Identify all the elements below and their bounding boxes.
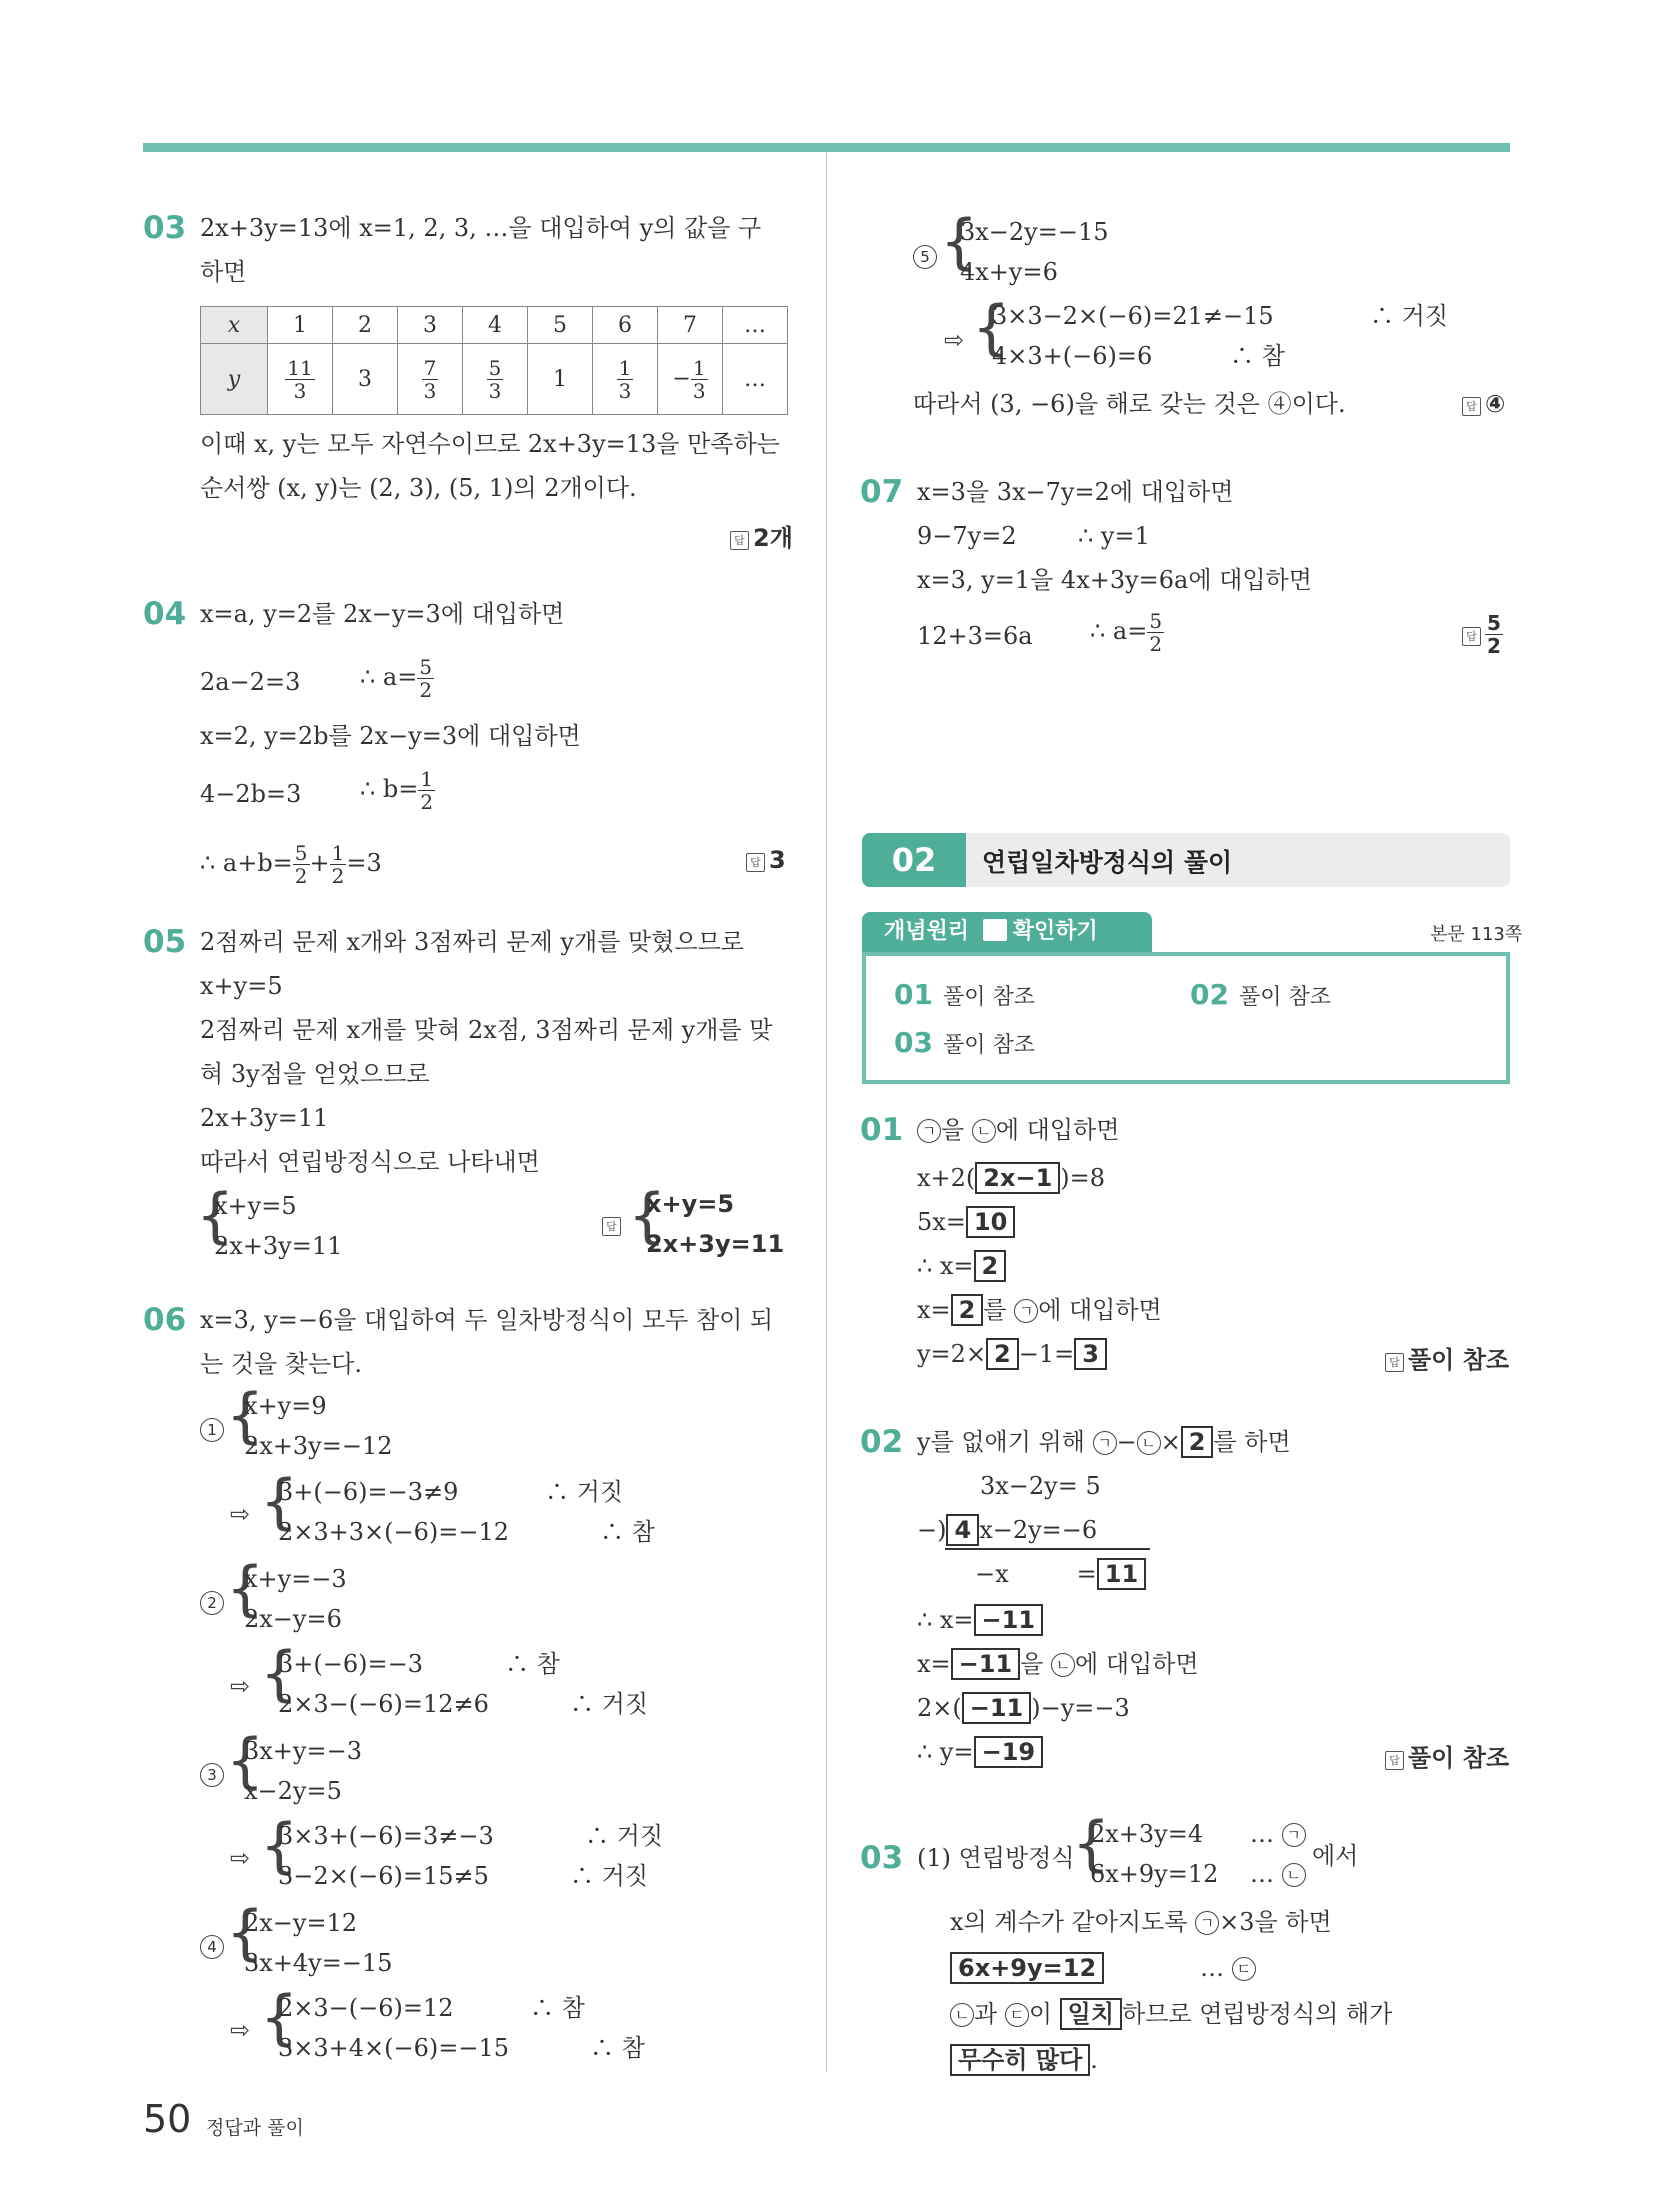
text: 를	[983, 1296, 1007, 1324]
circled-number: 4	[200, 1935, 224, 1959]
brace-icon: {	[196, 1181, 235, 1251]
equation: 3x+4y=−15	[244, 1949, 393, 1977]
therefore-text: ∴ a=	[360, 663, 418, 691]
arrow-right-icon: ⇨	[230, 1844, 251, 1872]
arrow-right-icon: ⇨	[230, 1500, 251, 1528]
math-text: ×	[1160, 1428, 1181, 1456]
text: 를 하면	[1213, 1428, 1291, 1456]
text: 을	[941, 1116, 965, 1144]
text-line: ∴ y=1	[1078, 522, 1150, 550]
numerator: 5	[419, 655, 433, 679]
text-line	[917, 1736, 1043, 1768]
circled-number: 5	[913, 245, 937, 269]
denominator: 2	[419, 678, 433, 702]
answer-value: x+y=5	[646, 1190, 735, 1218]
text-line: 는 것을 찾는다.	[200, 1350, 362, 1378]
text-line	[917, 1338, 1107, 1370]
text: 에 대입하면	[1075, 1650, 1199, 1678]
fraction	[417, 656, 434, 701]
answer	[730, 518, 793, 553]
numerator: 1	[331, 841, 345, 865]
text-line: 순서쌍 (x, y)는 (2, 3), (5, 1)의 2개이다.	[200, 474, 637, 502]
answer-value: 풀이 참조	[1408, 1346, 1510, 1374]
table-cell: 1	[268, 307, 333, 344]
numerator: 5	[1487, 611, 1501, 635]
brace-icon: {	[1072, 1809, 1111, 1879]
brace-icon: {	[226, 1898, 265, 1968]
math-text: 5x=	[917, 1208, 966, 1236]
table-cell	[658, 344, 723, 415]
answer-box: −11	[951, 1648, 1021, 1680]
text-line	[917, 1114, 1119, 1146]
result-text: ∴ 참	[590, 2034, 645, 2062]
text-line: 따라서 연립방정식으로 나타내면	[200, 1148, 540, 1176]
math-text: x=	[917, 1650, 951, 1678]
text-line: 2x+3y=13에 x=1, 2, 3, …을 대입하여 y의 값을 구	[200, 214, 762, 242]
text-line: 따라서 (3, −6)을 해로 갖는 것은 ④이다.	[913, 390, 1346, 418]
text-line: 에서	[1312, 1842, 1359, 1870]
table-cell: …	[723, 344, 788, 415]
text: 과	[974, 2000, 998, 2028]
text-line: 2점짜리 문제 x개를 맞혀 2x점, 3점짜리 문제 y개를 맞	[200, 1016, 773, 1044]
text-line: x=a, y=2를 2x−y=3에 대입하면	[200, 600, 565, 628]
numerator: 5	[1149, 609, 1163, 633]
answer-box: 2	[986, 1338, 1019, 1370]
brace-icon: {	[972, 293, 1011, 363]
result-text: ∴ 참	[530, 1994, 585, 2022]
y-row	[201, 344, 788, 415]
text-line: x=3을 3x−7y=2에 대입하면	[917, 478, 1234, 506]
result-text: ∴ 거짓	[570, 1690, 648, 1718]
text-line	[917, 1648, 1199, 1680]
text-line: x=3, y=−6을 대입하여 두 일차방정식이 모두 참이 되	[200, 1306, 774, 1334]
denominator: 3	[692, 378, 706, 403]
top-rule	[143, 143, 1510, 152]
text-line: 이때 x, y는 모두 자연수이므로 2x+3y=13을 만족하는	[200, 430, 780, 458]
concept-tab	[862, 912, 1152, 952]
answer-box: 2	[951, 1294, 984, 1326]
circled-number: 1	[200, 1418, 224, 1442]
brace-icon: {	[260, 1811, 299, 1881]
marker	[1250, 1858, 1306, 1890]
circled-label: ㄱ	[1014, 1299, 1038, 1323]
circled-label: ㄷ	[1232, 1957, 1256, 1981]
answer-badge-icon: 답	[1462, 627, 1481, 646]
answer-box: 3	[1074, 1338, 1107, 1370]
problem-number: 01	[860, 1112, 904, 1148]
footer-label: 정답과 풀이	[206, 2117, 304, 2139]
answer-badge	[602, 1210, 625, 1238]
answer-badge-icon: 답	[746, 853, 765, 872]
concept-tab-label: 확인하기	[1012, 919, 1098, 944]
answer-value: 2x+3y=11	[646, 1230, 785, 1258]
check-line: 3×3−2×(−6)=21≠−15	[992, 302, 1274, 330]
table-cell: 5	[528, 307, 593, 344]
answer-badge-icon: 답	[602, 1217, 621, 1236]
answer	[1385, 1340, 1509, 1375]
equation: x+y=5	[214, 1192, 297, 1220]
text: .	[1090, 2046, 1098, 2074]
check-line: 3+(−6)=−3	[278, 1650, 423, 1678]
circled-label: ㄴ	[1282, 1863, 1306, 1887]
text-line	[200, 842, 382, 887]
numerator: 5	[294, 841, 308, 865]
fraction	[418, 768, 435, 813]
check-line: 3+(−6)=−3≠9	[278, 1478, 459, 1506]
concept-item	[894, 1026, 1035, 1059]
ellipsis: …	[1200, 1954, 1225, 1982]
answer	[1462, 612, 1503, 657]
y-head-cell: y	[201, 344, 268, 415]
result-text: ∴ 거짓	[585, 1822, 663, 1850]
table-cell: 1	[528, 344, 593, 415]
text-line	[950, 1906, 1332, 1938]
text-line: 9−7y=2	[917, 522, 1017, 550]
equation: 3x−2y=−15	[960, 218, 1109, 246]
math-text: 2×(	[917, 1694, 962, 1722]
equation: 2x−y=6	[244, 1605, 342, 1633]
brace-icon: {	[260, 1983, 299, 2053]
fraction	[1485, 612, 1503, 657]
item-number: 02	[1190, 978, 1229, 1011]
fraction	[691, 357, 708, 402]
item-number: 03	[894, 1026, 933, 1059]
circled-label: ㄴ	[1051, 1653, 1075, 1677]
math-text: −)	[917, 1516, 947, 1544]
problem-number: 04	[143, 596, 187, 632]
item-text: 풀이 참조	[1238, 985, 1331, 1010]
answer-box: 11	[1097, 1558, 1146, 1590]
result-text: ∴ 참	[1230, 342, 1285, 370]
choice-mark	[200, 1758, 224, 1790]
text-line	[917, 1250, 1006, 1282]
result-text: ∴ 거짓	[1370, 302, 1448, 330]
numerator: 1	[692, 355, 706, 380]
table-cell: 6	[593, 307, 658, 344]
answer-badge-icon: 답	[730, 531, 749, 550]
problem-number: 05	[143, 924, 187, 960]
concept-item	[894, 978, 1035, 1011]
problem-number: 06	[143, 1302, 187, 1338]
circled-label: ㄱ	[1282, 1823, 1306, 1847]
minus-sign: −	[672, 366, 691, 391]
equation: 6x+9y=12	[1090, 1860, 1219, 1888]
math-text: y=2×	[917, 1340, 987, 1368]
math-text: ∴ x=	[917, 1252, 974, 1280]
circled-number: 3	[200, 1763, 224, 1787]
item-text: 풀이 참조	[942, 985, 1035, 1010]
table-cell: 3	[333, 344, 398, 415]
text: 이	[1028, 2000, 1053, 2028]
equation: 2x+3y=4	[1090, 1820, 1204, 1848]
ellipsis: …	[1250, 1820, 1274, 1848]
result-text: ∴ 거짓	[570, 1862, 648, 1890]
text: 을	[1020, 1650, 1044, 1678]
check-line: 2×3−(−6)=12	[278, 1994, 454, 2022]
math-text: x=	[917, 1296, 951, 1324]
ellipsis: …	[1250, 1860, 1274, 1888]
text-line	[917, 1426, 1291, 1458]
check-line: 3−2×(−6)=15≠5	[278, 1862, 489, 1890]
math-text: −	[1116, 1428, 1137, 1456]
circled-label: ㄴ	[950, 2003, 974, 2027]
text-line: x=2, y=2b를 2x−y=3에 대입하면	[200, 722, 581, 750]
xy-value-table	[200, 306, 788, 415]
denominator: 2	[1149, 632, 1163, 656]
section-number: 02	[862, 833, 966, 887]
answer-box: 일치	[1060, 1998, 1122, 2030]
math-text: −x	[975, 1560, 1009, 1588]
brace-icon: {	[260, 1467, 299, 1537]
text: 하므로 연립방정식의 해가	[1122, 2000, 1393, 2028]
result-text: ∴ 참	[600, 1518, 655, 1546]
text-line	[917, 1206, 1015, 1238]
page-reference: 본문 113쪽	[1430, 924, 1523, 945]
x-row	[201, 307, 788, 344]
denominator: 3	[618, 378, 632, 403]
fraction	[285, 357, 314, 402]
math-text: +	[309, 849, 330, 877]
answer	[746, 846, 786, 874]
math-text: )−y=−3	[1031, 1694, 1130, 1722]
problem-number: 07	[860, 474, 904, 510]
choice-mark	[913, 240, 937, 272]
text-line	[360, 656, 434, 701]
table-cell	[398, 344, 463, 415]
fraction	[617, 357, 634, 402]
math-text: ∴ y=	[917, 1738, 974, 1766]
equation: x−2y=5	[244, 1777, 342, 1805]
problem-number: 03	[860, 1840, 904, 1876]
answer-badge-icon: 답	[1385, 1353, 1404, 1372]
section-title: 연립일차방정식의 풀이	[982, 848, 1233, 877]
denominator: 2	[294, 864, 308, 888]
circled-label: ㄷ	[1005, 2003, 1029, 2027]
page-number: 50	[143, 2097, 192, 2141]
x-head-cell: x	[201, 307, 268, 344]
answer	[1462, 390, 1505, 418]
text: y를 없애기 위해	[917, 1428, 1085, 1456]
column-divider	[826, 152, 827, 2072]
circled-number: 2	[200, 1591, 224, 1615]
choice-mark	[200, 1413, 224, 1445]
math-text: )=8	[1060, 1164, 1106, 1192]
equation	[975, 1558, 1146, 1590]
check-line: 2×3−(−6)=12≠6	[278, 1690, 489, 1718]
item-text: 풀이 참조	[942, 1033, 1035, 1058]
therefore-text: ∴ b=	[360, 775, 419, 803]
check-line: 3×3+4×(−6)=−15	[278, 2034, 509, 2062]
arrow-right-icon: ⇨	[230, 1672, 251, 1700]
answer-value: 3	[769, 846, 786, 874]
equation: x+y=−3	[244, 1565, 347, 1593]
table-cell: 7	[658, 307, 723, 344]
answer-box: −11	[962, 1692, 1032, 1724]
answer-box: 4	[946, 1514, 979, 1546]
answer-badge-icon: 답	[1385, 1751, 1404, 1770]
equation	[917, 1514, 1097, 1546]
text-line: x=3, y=1을 4x+3y=6a에 대입하면	[917, 566, 1312, 594]
choice-mark	[200, 1930, 224, 1962]
text-line	[950, 2044, 1098, 2076]
brace-icon: {	[940, 207, 979, 277]
table-cell	[268, 344, 333, 415]
text: x의 계수가 같아지도록	[950, 1908, 1188, 1936]
brace-icon: {	[628, 1181, 667, 1251]
numerator: 5	[488, 355, 502, 380]
equation: 2x−y=12	[244, 1909, 358, 1937]
denominator: 2	[1487, 634, 1501, 658]
equation: 2x+3y=11	[214, 1232, 343, 1260]
table-cell: …	[723, 307, 788, 344]
denominator: 3	[423, 378, 437, 403]
math-text: x−2y=−6	[979, 1516, 1098, 1544]
denominator: 3	[293, 378, 307, 403]
check-line: 2×3+3×(−6)=−12	[278, 1518, 509, 1546]
math-text: =	[1076, 1560, 1097, 1588]
text-line	[917, 1294, 1162, 1326]
item-number: 01	[894, 978, 933, 1011]
problem-number: 02	[860, 1424, 904, 1460]
numerator: 1	[618, 355, 632, 380]
text-line	[950, 1998, 1392, 2030]
equation: 3x−2y= 5	[980, 1472, 1101, 1500]
text-line	[917, 1162, 1105, 1194]
choice-mark	[200, 1586, 224, 1618]
arrow-right-icon: ⇨	[230, 2016, 251, 2044]
text-line	[1090, 610, 1164, 655]
concept-item	[1190, 978, 1331, 1011]
answer-box: −19	[974, 1736, 1044, 1768]
marker	[1250, 1818, 1306, 1850]
brace-icon: {	[226, 1726, 265, 1796]
fraction	[330, 842, 347, 887]
answer-box: 10	[966, 1206, 1015, 1238]
numerator: 11	[287, 355, 313, 380]
answer-value: ④	[1485, 390, 1506, 418]
answer-box: 2	[974, 1250, 1007, 1282]
text-line: (1) 연립방정식	[917, 1844, 1075, 1872]
answer-box: 6x+9y=12	[950, 1952, 1104, 1984]
answer-box: 무수히 많다	[950, 2044, 1090, 2076]
math-text: −1=	[1018, 1340, 1075, 1368]
equation: 2x+3y=−12	[244, 1432, 393, 1460]
text-line	[950, 1952, 1256, 1984]
answer-box: 2x−1	[975, 1162, 1060, 1194]
concept-box	[862, 952, 1510, 1084]
table-cell	[463, 344, 528, 415]
equation: x+y=9	[244, 1392, 327, 1420]
result-text: ∴ 거짓	[545, 1478, 623, 1506]
text: ×3을 하면	[1219, 1908, 1332, 1936]
math-text: ∴ x=	[917, 1606, 974, 1634]
arrow-right-icon: ⇨	[944, 326, 965, 354]
check-line: 4×3+(−6)=6	[992, 342, 1153, 370]
text-line	[917, 1692, 1130, 1724]
brace-icon: {	[226, 1381, 265, 1451]
denominator: 2	[331, 864, 345, 888]
text-line: 2a−2=3	[200, 668, 301, 696]
check-line: 3×3+(−6)=3≠−3	[278, 1822, 494, 1850]
text-line	[360, 768, 435, 813]
circled-label: ㄱ	[1195, 1911, 1219, 1935]
text-line	[917, 1604, 1043, 1636]
therefore-text: ∴ a=	[1090, 617, 1148, 645]
fraction	[1147, 610, 1164, 655]
fraction	[422, 357, 439, 402]
circled-label: ㄴ	[972, 1119, 996, 1143]
math-text: x+2(	[917, 1164, 976, 1192]
answer-box: −11	[974, 1604, 1044, 1636]
math-text: =3	[346, 849, 382, 877]
text-line: 2점짜리 문제 x개와 3점짜리 문제 y개를 맞혔으므로	[200, 928, 744, 956]
brace-icon: {	[226, 1554, 265, 1624]
table-cell: 3	[398, 307, 463, 344]
memo-icon	[983, 919, 1007, 941]
table-cell: 4	[463, 307, 528, 344]
text: 에 대입하면	[1038, 1296, 1162, 1324]
brace-icon: {	[260, 1639, 299, 1709]
circled-label: ㄱ	[917, 1119, 941, 1143]
answer-value: 2개	[753, 524, 793, 552]
equation: 4x+y=6	[960, 258, 1058, 286]
fraction	[487, 357, 504, 402]
equation: 3x+y=−3	[244, 1737, 362, 1765]
numerator: 1	[420, 767, 434, 791]
numerator: 7	[423, 355, 437, 380]
result-text: ∴ 참	[505, 1650, 560, 1678]
answer	[1385, 1738, 1509, 1773]
table-cell	[593, 344, 658, 415]
answer-box: 2	[1181, 1426, 1214, 1458]
answer-badge-icon: 답	[1462, 397, 1481, 416]
denominator: 2	[420, 790, 434, 814]
concept-tab-label: 개념원리	[884, 919, 970, 944]
subtraction-line	[945, 1548, 1150, 1550]
text-line: 하면	[200, 258, 247, 286]
text-line: x+y=5	[200, 972, 283, 1000]
text-line: 4−2b=3	[200, 780, 302, 808]
text-line: 2x+3y=11	[200, 1104, 329, 1132]
math-text: ∴ a+b=	[200, 849, 293, 877]
text: 에 대입하면	[995, 1116, 1120, 1144]
fraction	[293, 842, 310, 887]
circled-label: ㄱ	[1093, 1431, 1117, 1455]
problem-number: 03	[143, 210, 187, 246]
answer-value: 풀이 참조	[1408, 1744, 1510, 1772]
text-line: 혀 3y점을 얻었으므로	[200, 1060, 430, 1088]
text-line: 12+3=6a	[917, 622, 1033, 650]
table-cell: 2	[333, 307, 398, 344]
circled-label: ㄴ	[1137, 1431, 1161, 1455]
denominator: 3	[488, 378, 502, 403]
